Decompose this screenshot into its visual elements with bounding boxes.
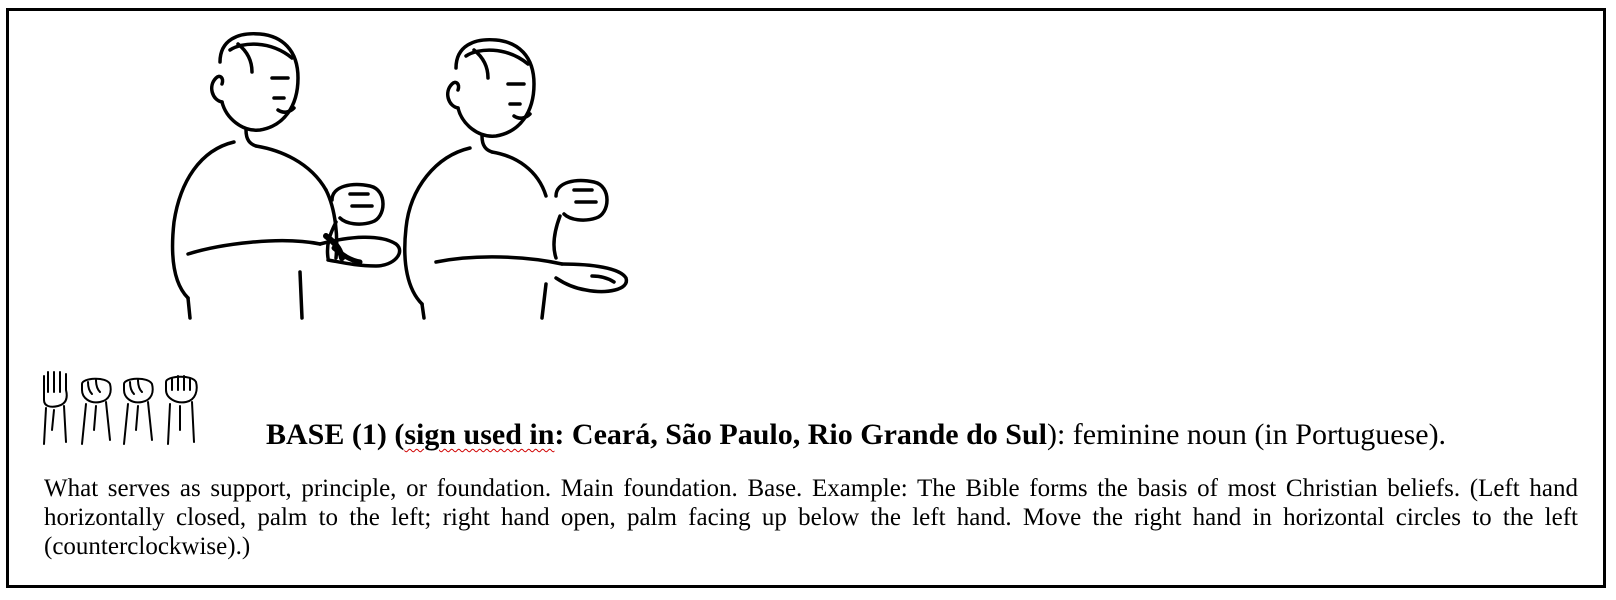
person-signing-icon [160, 22, 660, 322]
handshape-4-icon [166, 376, 197, 444]
handshape-sequence-icon [40, 370, 215, 450]
definition-text: What serves as support, principle, or foundation. Main foundation. Base. Example: The Bible forms the basis of most Christian beliefs. (Left hand horizontally closed, palm to the left; right hand open, palm facing up below the left hand. Move the right hand in horizontal circles to the left (counterclockwise).) [44, 475, 1578, 560]
entry-heading [266, 418, 1446, 452]
headword: BASE (1) ( [266, 418, 405, 451]
handshape-2-icon [82, 379, 111, 444]
handshape-3-icon [124, 379, 153, 444]
close-paren: ) [1046, 418, 1057, 451]
handshape-1-icon [44, 372, 67, 444]
signing-figure-2 [405, 40, 627, 318]
region-list: : Ceará, São Paulo, Rio Grande do Sul [554, 418, 1047, 451]
region-prefix: sign used in [404, 418, 555, 451]
signing-figure-1 [173, 34, 400, 318]
grammar-note: : feminine noun (in Portuguese). [1056, 418, 1447, 451]
